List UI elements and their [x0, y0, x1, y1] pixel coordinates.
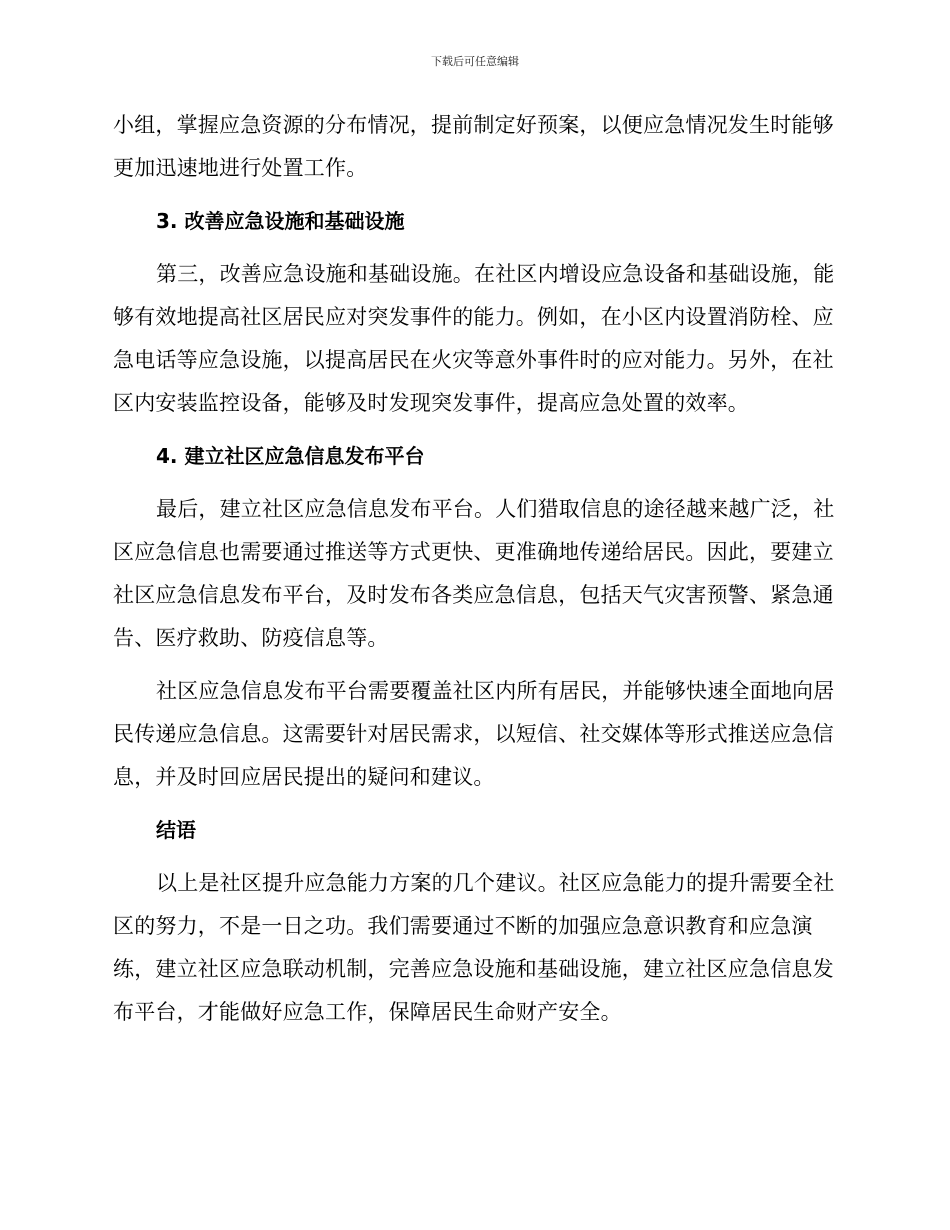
page-header-note: 下载后可任意编辑 [431, 55, 519, 68]
paragraph-section-3: 第三，改善应急设施和基础设施。在社区内增设应急设备和基础设施，能够有效地提高社区居民应对突发事件的能力。例如，在小区内设置消防栓、应急电话等应急设施，以提高居民在火灾等意外事件时的应对能力。另外，在社区内安装监控设备，能够及时发现突发事件，提高应急处置的效率。 [113, 262, 835, 415]
section-heading-3: 3. 改善应急设施和基础设施 [156, 209, 405, 233]
section-heading-4: 4. 建立社区应急信息发布平台 [156, 444, 425, 468]
paragraph-conclusion: 以上是社区提升应急能力方案的几个建议。社区应急能力的提升需要全社区的努力，不是一日之功。我们需要通过不断的加强应急意识教育和应急演练，建立社区应急联动机制，完善应急设施和基础设施，建立社区应急信息发布平台，才能做好应急工作，保障居民生命财产安全。 [113, 871, 835, 1024]
section-heading-conclusion: 结语 [156, 818, 196, 842]
paragraph-section-4a: 最后，建立社区应急信息发布平台。人们猎取信息的途径越来越广泛，社区应急信息也需要通过推送等方式更快、更准确地传递给居民。因此，要建立社区应急信息发布平台，及时发布各类应急信息，包括天气灾害预警、紧急通告、医疗救助、防疫信息等。 [113, 497, 835, 650]
paragraph-continuation: 小组，掌握应急资源的分布情况，提前制定好预案，以便应急情况发生时能够更加迅速地进行处置工作。 [113, 113, 834, 180]
paragraph-section-4b: 社区应急信息发布平台需要覆盖社区内所有居民，并能够快速全面地向居民传递应急信息。这需要针对居民需求，以短信、社交媒体等形式推送应急信息，并及时回应居民提出的疑问和建议。 [113, 679, 835, 789]
document-body [113, 104, 835, 1034]
